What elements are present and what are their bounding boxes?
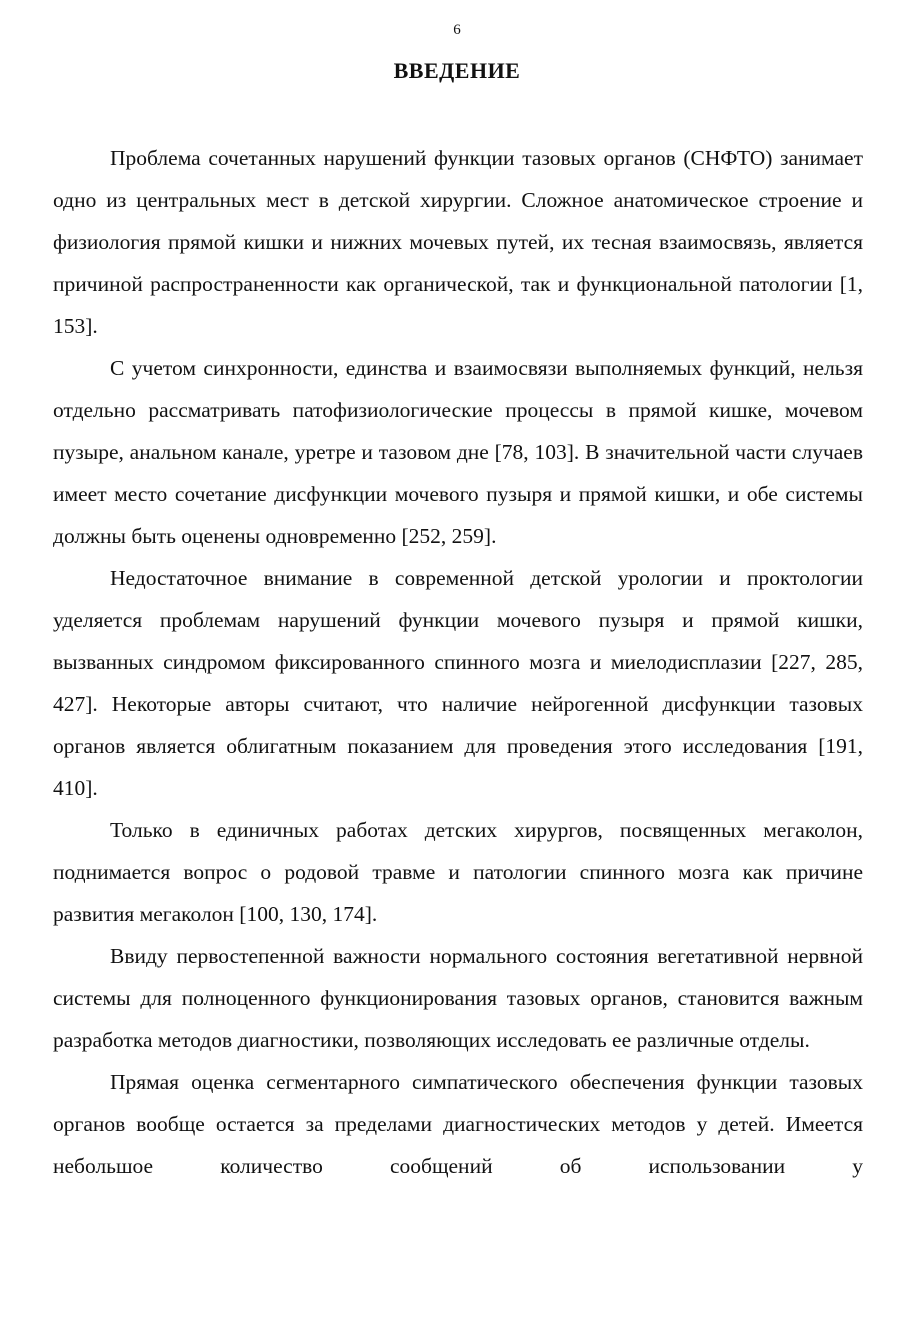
page-number: 6 (453, 22, 461, 38)
paragraph: Только в единичных работах детских хирургов, посвященных мегаколон, поднимается вопрос о родовой травме и патологии спинного мозга как причине развития мегаколон [100, 130, 174]. (53, 818, 863, 926)
section-title: ВВЕДЕНИЕ (393, 58, 521, 83)
body-text (53, 137, 863, 1187)
paragraph: Недостаточное внимание в современной детской урологии и проктологии уделяется проблемам нарушений функции мочевого пузыря и прямой кишки, вызванных синдромом фиксированного спинного мозга и миелодисплазии [227, 285, 427]. Некоторые авторы считают, что наличие нейрогенной дисфункции тазовых органов является облигатным показанием для проведения этого исследования [191, 410]. (53, 566, 863, 800)
paragraph: С учетом синхронности, единства и взаимосвязи выполняемых функций, нельзя отдельно рассматривать патофизиологические процессы в прямой кишке, мочевом пузыре, анальном канале, уретре и тазовом дне [78, 103]. В значительной части случаев имеет место сочетание дисфункции мочевого пузыря и прямой кишки, и обе системы должны быть оценены одновременно [252, 259]. (53, 356, 863, 548)
paragraph: Прямая оценка сегментарного симпатического обеспечения функции тазовых органов вообще остается за пределами диагностических методов у детей. Имеется небольшое количество сообщений об использовании у (53, 1070, 863, 1178)
paragraph: Ввиду первостепенной важности нормального состояния вегетативной нервной системы для полноценного функционирования тазовых органов, становится важным разработка методов диагностики, позволяющих исследовать ее различные отделы. (53, 944, 863, 1052)
paragraph: Проблема сочетанных нарушений функции тазовых органов (СНФТО) занимает одно из центральных мест в детской хирургии. Сложное анатомическое строение и физиология прямой кишки и нижних мочевых путей, их тесная взаимосвязь, является причиной распространенности как органической, так и функциональной патологии [1, 153]. (53, 146, 863, 338)
